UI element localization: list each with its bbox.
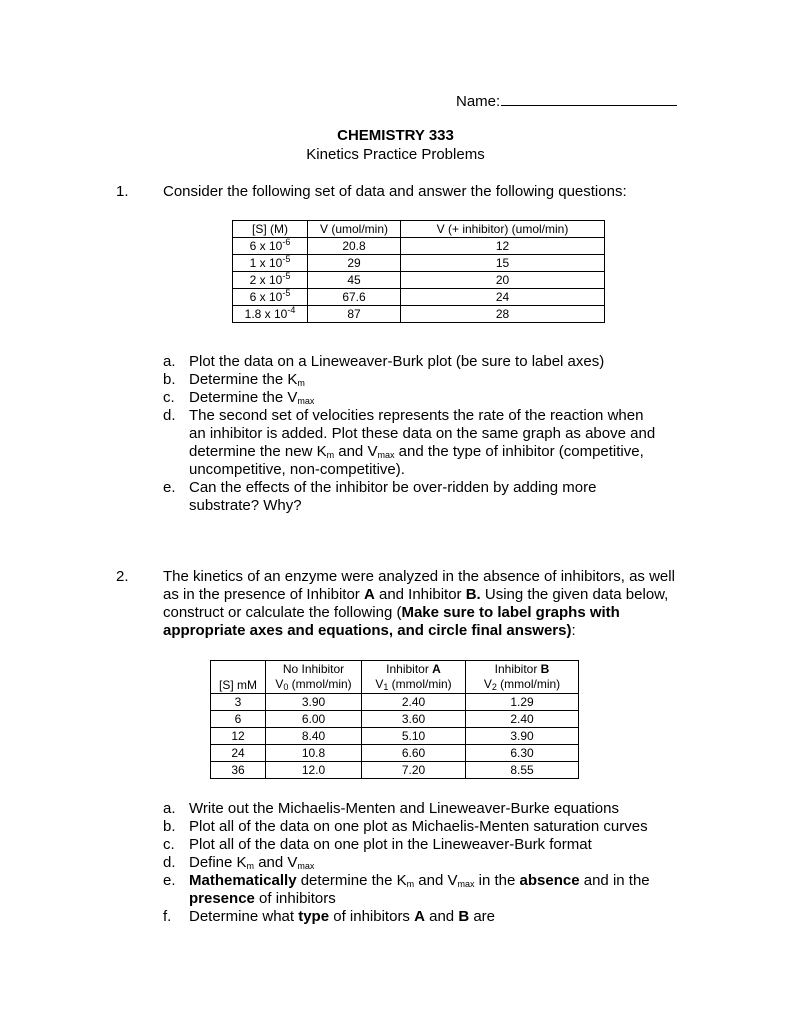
table-header-cell: [S] (M): [233, 221, 308, 238]
list-item: c. Plot all of the data on one plot in the Lineweaver-Burk format: [163, 836, 592, 853]
table-cell: 3: [211, 694, 266, 711]
q2-number: 2.: [116, 568, 129, 585]
table-header-cell: Inhibitor A $V_1$ (mmol/min): [362, 661, 466, 694]
table-cell: 2.40: [466, 711, 579, 728]
table-cell: 1.8 x $10^{-4}$: [233, 306, 308, 323]
table-cell: 45: [308, 272, 401, 289]
table-cell: 24: [211, 745, 266, 762]
table-row: [233, 289, 605, 306]
table-cell: 7.20: [362, 762, 466, 779]
table-cell: 3.90: [266, 694, 362, 711]
list-item: a. Write out the Michaelis-Menten and Lineweaver-Burke equations: [163, 800, 619, 817]
list-item: a. Plot the data on a Lineweaver-Burk plot (be sure to label axes): [163, 353, 605, 370]
list-item: e. Can the effects of the inhibitor be over-ridden by adding more substrate? Why?: [163, 479, 597, 514]
q2-prompt: The kinetics of an enzyme were analyzed in the absence of inhibitors, as well as in the presence of Inhibitor A and Inhibitor B. Using the given data below, construct or calculate the following (Make sure to label graphs with appropriate axes and equations, and circle final answers):: [163, 568, 675, 639]
table-row: [233, 272, 605, 289]
table-cell: 15: [401, 255, 605, 272]
table-row: [211, 694, 579, 711]
q2-data-table: [210, 660, 579, 779]
table-row: [233, 238, 605, 255]
list-item: d. The second set of velocities represents the rate of the reaction when an inhibitor is added. Plot these data on the same graph as above and determine the new $K_m$ and $V_{max}$ and the type of inhibitor (competitive, uncompetitive, non-competitive).: [163, 407, 656, 478]
table-row: [211, 711, 579, 728]
q1-data-table: [232, 220, 605, 323]
table-cell: 6: [211, 711, 266, 728]
table-cell: 6 x $10^{-6}$: [233, 238, 308, 255]
table-header-cell: [S] mM: [211, 661, 266, 694]
table-cell: 20.8: [308, 238, 401, 255]
table-cell: 3.90: [466, 728, 579, 745]
table-cell: 2.40: [362, 694, 466, 711]
table-header-cell: Inhibitor B $V_2$ (mmol/min): [466, 661, 579, 694]
table-cell: 6.60: [362, 745, 466, 762]
table-cell: 67.6: [308, 289, 401, 306]
table-cell: 10.8: [266, 745, 362, 762]
table-cell: 12: [211, 728, 266, 745]
table-cell: 29: [308, 255, 401, 272]
table-row: [233, 306, 605, 323]
table-cell: 8.40: [266, 728, 362, 745]
table-cell: 12: [401, 238, 605, 255]
table-row: [211, 728, 579, 745]
list-item: e. Mathematically determine the $K_m$ and $V_{max}$ in the absence and in the presence of inhibitors: [163, 872, 650, 907]
table-row: [233, 255, 605, 272]
table-cell: 2 x $10^{-5}$: [233, 272, 308, 289]
table-cell: 36: [211, 762, 266, 779]
table-cell: 6.30: [466, 745, 579, 762]
q1-prompt: Consider the following set of data and answer the following questions:: [163, 183, 627, 200]
page-subtitle: Kinetics Practice Problems: [306, 146, 485, 163]
list-item: b. Determine the $K_m$: [163, 371, 305, 388]
table-header-row: [233, 221, 605, 238]
table-cell: 1 x $10^{-5}$: [233, 255, 308, 272]
name-blank-line: [501, 91, 677, 106]
table-cell: 87: [308, 306, 401, 323]
q1-number: 1.: [116, 183, 129, 200]
q2-subquestions: [163, 800, 683, 926]
table-row: [211, 762, 579, 779]
course-title: CHEMISTRY 333: [337, 127, 454, 144]
table-header-cell: V (umol/min): [308, 221, 401, 238]
table-row: [211, 745, 579, 762]
table-header-cell: No Inhibitor $V_0$ (mmol/min): [266, 661, 362, 694]
table-cell: 20: [401, 272, 605, 289]
name-label: Name:: [456, 93, 501, 110]
table-cell: 24: [401, 289, 605, 306]
table-cell: 6.00: [266, 711, 362, 728]
table-cell: 6 x $10^{-5}$: [233, 289, 308, 306]
list-item: d. Define $K_m$ and $V_{max}$: [163, 854, 315, 871]
table-header-row: [211, 661, 579, 694]
list-item: f. Determine what type of inhibitors A and B are: [163, 908, 496, 925]
table-cell: 3.60: [362, 711, 466, 728]
list-item: b. Plot all of the data on one plot as Michaelis-Menten saturation curves: [163, 818, 648, 835]
table-cell: 8.55: [466, 762, 579, 779]
table-cell: 5.10: [362, 728, 466, 745]
table-cell: 12.0: [266, 762, 362, 779]
q1-subquestions: [163, 353, 663, 515]
table-cell: 1.29: [466, 694, 579, 711]
list-item: c. Determine the $V_{max}$: [163, 389, 315, 406]
name-field: [456, 91, 677, 110]
table-header-cell: V (+ inhibitor) (umol/min): [401, 221, 605, 238]
table-cell: 28: [401, 306, 605, 323]
